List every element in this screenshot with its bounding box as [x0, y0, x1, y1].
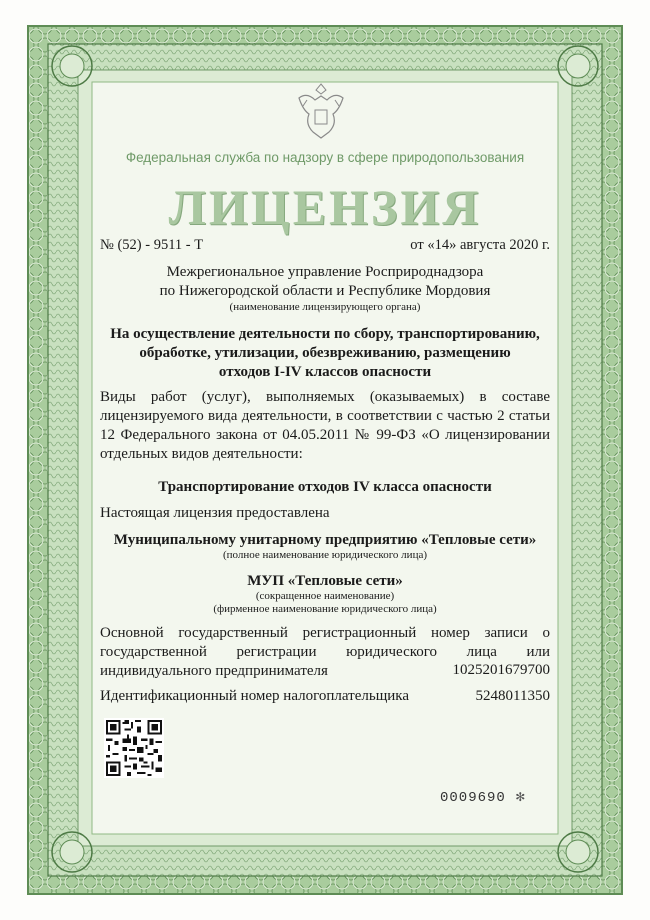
issuer-block	[100, 263, 550, 314]
qr-code-icon	[104, 718, 164, 778]
licensee-short-block	[100, 573, 550, 616]
granted-label: Настоящая лицензия предоставлена	[100, 505, 330, 521]
licensee-full-caption: (полное наименование юридического лица)	[222, 549, 427, 561]
licensee-short-caption: (сокращенное наименование)	[255, 590, 395, 602]
inn-label: Идентификационный номер налогоплательщика	[100, 688, 410, 704]
issuer-caption: (наименование лицензирующего органа)	[229, 301, 421, 313]
activity-line-3: отходов I-IV классов опасности	[218, 364, 432, 380]
activity-line-2: обработке, утилизации, обезвреживанию, размещению	[139, 345, 511, 361]
ogrn-text: Основной государственный регистрационный номер записи о государственной регистрации юридического лица или индивидуального предпринимателя	[100, 625, 550, 679]
ogrn-value: 1025201679700	[452, 662, 550, 678]
agency-name: Федеральная служба по надзору в сфере природопользования	[125, 150, 525, 165]
snowflake-mark-icon: ✻	[515, 790, 527, 804]
licensee-brand-caption: (фирменное наименование юридического лица)	[213, 603, 437, 615]
works-item: Транспортирование отходов IV класса опасности	[158, 479, 492, 495]
licensee-full-name: Муниципальному унитарному предприятию «Тепловые сети»	[113, 532, 537, 548]
works-description: Виды работ (услуг), выполняемых (оказываемых) в составе лицензируемого вида деятельности, в соответствии с частью 2 статьи 12 Федерального закона от 04.05.2011 № 99-ФЗ «О лицензировании отдельных видов деятельности:	[100, 389, 550, 462]
licensee-full-block	[100, 532, 550, 562]
issuer-line-2: по Нижегородской области и Республике Мордовия	[159, 283, 491, 299]
activity-block	[100, 325, 550, 382]
inn-value: 5248011350	[475, 688, 550, 704]
document-title: ЛИЦЕНЗИЯ	[168, 179, 482, 235]
serial-number	[440, 790, 526, 806]
licensee-short-name: МУП «Тепловые сети»	[247, 573, 403, 589]
license-date: от «14» августа 2020 г.	[410, 237, 550, 253]
license-number: № (52) - 9511 - Т	[100, 237, 204, 253]
serial-number-value: 0009690	[440, 790, 506, 806]
coat-of-arms-icon	[293, 80, 349, 142]
activity-line-1: На осуществление деятельности по сбору, транспортированию,	[110, 326, 540, 342]
issuer-line-1: Межрегиональное управление Росприроднадзора	[166, 264, 484, 280]
